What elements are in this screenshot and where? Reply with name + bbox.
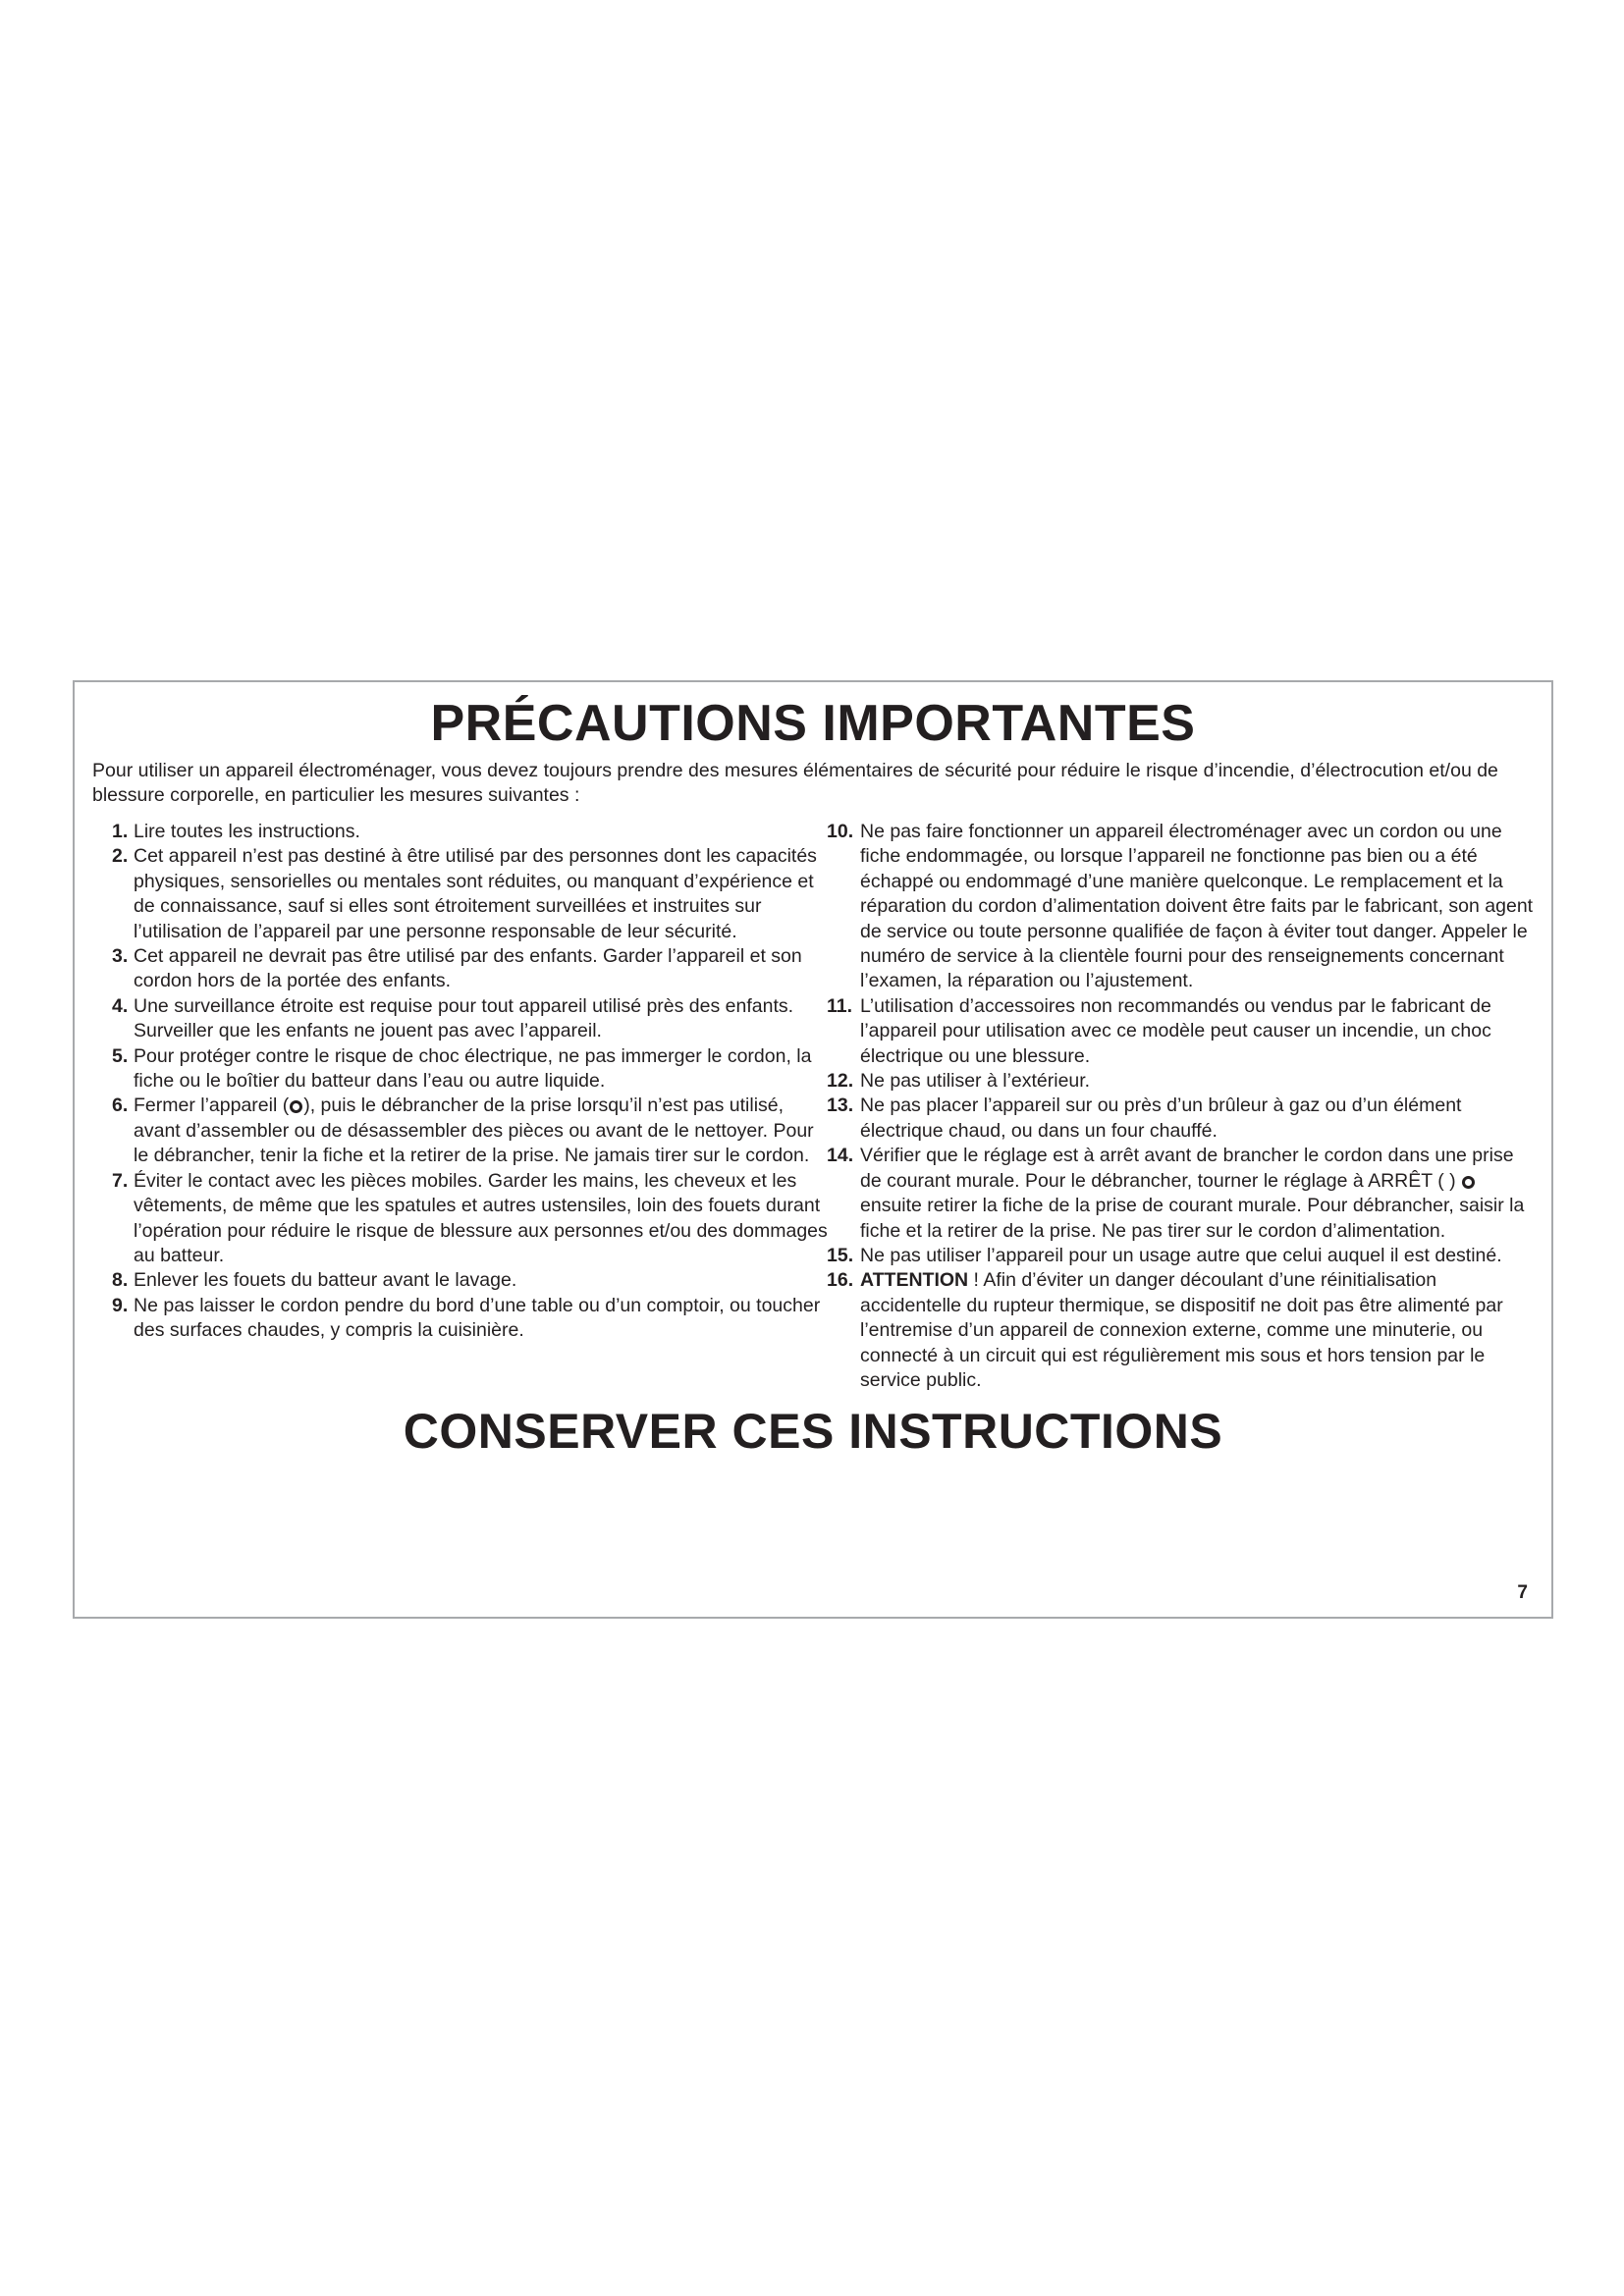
item-text: ! Afin d’éviter un danger découlant d’une réinitialisation accidentelle du rupteur thermique, se dispositif ne doit pas être alimenté par l’entremise d’un appareil de connexion externe, comme une minuterie, ou connecté à un circuit qui est régulièrement mis sous et hors tension par le service public. (860, 1269, 1503, 1391)
attention-label: ATTENTION (860, 1269, 969, 1292)
list-item (112, 1294, 829, 1344)
list-item (112, 820, 829, 844)
item-text-after: ), puis le débrancher de la prise lorsqu’il n’est pas utilisé, avant d’assembler ou de désassembler des pièces ou avant de le nettoyer. Pour le débrancher, tenir la fiche et la retirer de la prise. Ne jamais tirer sur le cordon. (134, 1095, 814, 1167)
item-text: Lire toutes les instructions. (134, 821, 360, 842)
item-number: 7. (112, 1169, 129, 1192)
item-text-before: Fermer l’appareil ( (134, 1095, 290, 1117)
item-text: Ne pas laisser le cordon pendre du bord d’une table ou d’un comptoir, ou toucher des surfaces chaudes, y compris la cuisinière. (134, 1294, 821, 1342)
list-item (827, 994, 1534, 1069)
precautions-list-left (112, 820, 829, 1344)
item-text: L’utilisation d’accessoires non recommandés ou vendus par le fabricant de l’appareil pour utilisation avec ce modèle peut causer un incendie, un choc électrique ou une blessure. (860, 994, 1491, 1067)
list-item (827, 1094, 1534, 1144)
item-number: 16. (827, 1269, 854, 1292)
item-text-after: ensuite retirer la fiche de la prise de courant murale. Pour débrancher, saisir la fiche et la retirer de la prise. Ne pas tirer sur le cordon d’alimentation. (860, 1195, 1525, 1242)
item-number: 11. (827, 994, 853, 1017)
item-text: Ne pas faire fonctionner un appareil électroménager avec un cordon ou une fiche endommagée, ou lorsque l’appareil ne fonctionne pas bien ou a été échappé ou endommagé d’une manière quelconque. Le remplacement et la réparation du cordon d’alimentation doivent être faits par le fabricant, son agent de service ou toute personne qualifiée de façon à éviter tout danger. Appeler le numéro de service à la clientèle fourni pour des renseignements concernant l’examen, la réparation ou l’ajustement. (860, 821, 1534, 992)
item-number: 9. (112, 1294, 129, 1316)
item-number: 12. (827, 1070, 854, 1093)
item-number: 8. (112, 1269, 129, 1292)
item-number: 1. (112, 821, 129, 842)
intro-paragraph: Pour utiliser un appareil électroménager, vous devez toujours prendre des mesures élémentaires de sécurité pour réduire le risque d’incendie, d’électrocution et/ou de blessure corporelle, en particulier les mesures suivantes : (92, 760, 1498, 806)
item-number: 15. (827, 1244, 854, 1266)
item-text: Enlever les fouets du batteur avant le lavage. (134, 1269, 517, 1292)
list-item (827, 1268, 1534, 1393)
list-item (112, 844, 829, 944)
item-text: Éviter le contact avec les pièces mobiles. Garder les mains, les cheveux et les vêtements, de même que les spatules et autres ustensiles, loin des fouets durant l’opération pour réduire le risque de blessure aux personnes et/ou des dommages au batteur. (134, 1169, 828, 1266)
item-number: 14. (827, 1145, 854, 1167)
list-item (827, 1144, 1534, 1244)
item-number: 6. (112, 1095, 129, 1117)
list-item (827, 1244, 1534, 1268)
precautions-list-right (827, 820, 1534, 1393)
list-item (112, 944, 829, 994)
item-text: Pour protéger contre le risque de choc électrique, ne pas immerger le cordon, la fiche ou le boîtier du batteur dans l’eau ou autre liquide. (134, 1044, 812, 1093)
list-item (827, 1069, 1534, 1094)
list-item (112, 1044, 829, 1095)
safety-box (73, 680, 1553, 1619)
page-title: PRÉCAUTIONS IMPORTANTES (430, 695, 1196, 752)
item-text: Ne pas utiliser l’appareil pour un usage autre que celui auquel il est destiné. (860, 1244, 1502, 1266)
item-text: Cet appareil ne devrait pas être utilisé par des enfants. Garder l’appareil et son cordon hors de la portée des enfants. (134, 945, 802, 992)
item-number: 13. (827, 1095, 854, 1117)
page-number: 7 (1517, 1582, 1528, 1603)
item-text: Cet appareil n’est pas destiné à être utilisé par des personnes dont les capacités physiques, sensorielles ou mentales sont réduites, ou manquant d’expérience et de connaissance, sauf si elles sont étroitement surveillées et instruites sur l’utilisation de l’appareil par une personne responsable de leur sécurité. (134, 845, 817, 942)
list-item (112, 1169, 829, 1269)
off-circle-icon (1462, 1176, 1475, 1189)
item-text-before: Vérifier que le réglage est à arrêt avant de brancher le cordon dans une prise de courant murale. Pour le débrancher, tourner le réglage à ARRÊT ( ) (860, 1145, 1514, 1192)
item-number: 2. (112, 845, 129, 868)
list-item (112, 1094, 829, 1168)
list-item (112, 994, 829, 1044)
list-item (827, 820, 1534, 994)
off-circle-icon (290, 1100, 302, 1113)
footer-title: CONSERVER CES INSTRUCTIONS (403, 1404, 1223, 1459)
item-number: 10. (827, 821, 854, 842)
item-number: 3. (112, 945, 129, 968)
item-number: 4. (112, 994, 129, 1017)
item-text: Une surveillance étroite est requise pour tout appareil utilisé près des enfants. Surveiller que les enfants ne jouent pas avec l’appareil. (134, 994, 794, 1042)
item-text: Ne pas placer l’appareil sur ou près d’un brûleur à gaz ou d’un élément électrique chaud, ou dans un four chauffé. (860, 1095, 1462, 1142)
item-number: 5. (112, 1044, 129, 1067)
item-text: Ne pas utiliser à l’extérieur. (860, 1070, 1091, 1093)
list-item (112, 1268, 829, 1293)
